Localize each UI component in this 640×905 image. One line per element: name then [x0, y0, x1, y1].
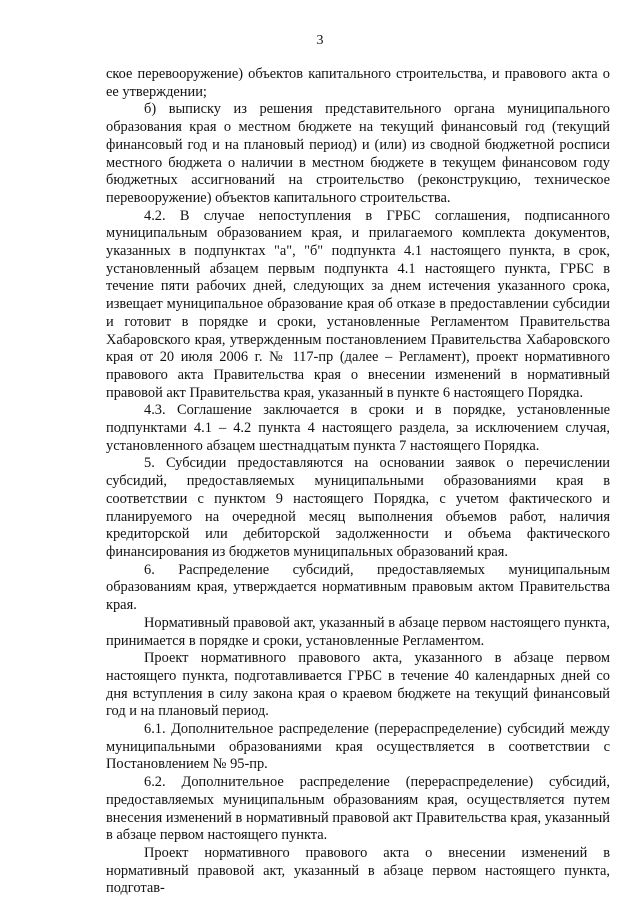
paragraph-subitem-b: б) выписку из решения представительного органа муниципального образования края о местном бюджете на текущий финансовый год (текущий финансовый год и на плановый период) и (или) из сводной бюджетной росписи местного бюджета о наличии в местном бюджете в текущем финансовом году бюджетных ассигнований на строительство (реконструкцию, техническое перевооружение) объектов капитального строительства.	[106, 101, 610, 206]
paragraph-6: 6. Распределение субсидий, предоставляемых муниципальным образованиям края, утверждается нормативным правовым актом Правительства края.	[106, 561, 610, 614]
paragraph-4-2: 4.2. В случае непоступления в ГРБС соглашения, подписанного муниципальным образованием края, и прилагаемого комплекта документов, указанных в подпунктах "а", "б" подпункта 4.1 настоящего пункта, в срок, установленный абзацем первым подпункта 4.1 настоящего пункта, ГРБС в течение пяти рабочих дней, следующих за днем истечения указанного срока, извещает муниципальное образование края об отказе в предоставлении субсидии и готовит в порядке и сроки, установленные Регламентом Правительства Хабаровского края, утвержденным постановлением Правительства Хабаровского края от 20 июля 2006 г. № 117-пр (далее – Регламент), проект нормативного правового акта Правительства края о внесении изменений в нормативный правовой акт Правительства края, указанный в пункте 6 настоящего Порядка.	[106, 207, 610, 401]
paragraph-6-draft-act: Проект нормативного правового акта, указанного в абзаце первом настоящего пункта, подготавливается ГРБС в течение 40 календарных дней со дня вступления в силу закона края о краевом бюджете на текущий финансовый год и на плановый период.	[106, 650, 610, 720]
paragraph-4-3: 4.3. Соглашение заключается в сроки и в порядке, установленные подпунктами 4.1 – 4.2 пункта 4 настоящего раздела, за исключением случая, установленного абзацем шестнадцатым пункта 7 настоящего Порядка.	[106, 402, 610, 454]
paragraph-continuation: ское перевооружение) объектов капитального строительства, и правового акта о ее утверждении;	[106, 66, 610, 100]
paragraph-5: 5. Субсидии предоставляются на основании заявок о перечислении субсидий, предоставляемых муниципальными образованиями края в соответствии с пунктом 9 настоящего Порядка, с учетом фактического и планируемого на очередной месяц выполнения объемов работ, наличия кредиторской или дебиторской задолженности и объема фактического финансирования из бюджетов муниципальных образований края.	[106, 455, 610, 560]
paragraph-6-normative-act: Нормативный правовой акт, указанный в абзаце первом настоящего пункта, принимается в порядке и сроки, установленные Регламентом.	[106, 614, 610, 649]
document-body	[106, 66, 610, 898]
page-number: 3	[316, 33, 324, 48]
paragraph-6-1: 6.1. Дополнительное распределение (перераспределение) субсидий между муниципальными образованиями края осуществляется в соответствии с Постановлением № 95-пр.	[106, 721, 610, 773]
paragraph-draft-amendment: Проект нормативного правового акта о внесении изменений в нормативный правовой акт, указанный в абзаце первом настоящего пункта, подготав-	[106, 844, 610, 897]
paragraph-6-2: 6.2. Дополнительное распределение (перераспределение) субсидий, предоставляемых муниципальным образованиям края, осуществляется путем внесения изменений в нормативный правовой акт Правительства края, указанный в абзаце первом настоящего пункта.	[106, 774, 610, 844]
